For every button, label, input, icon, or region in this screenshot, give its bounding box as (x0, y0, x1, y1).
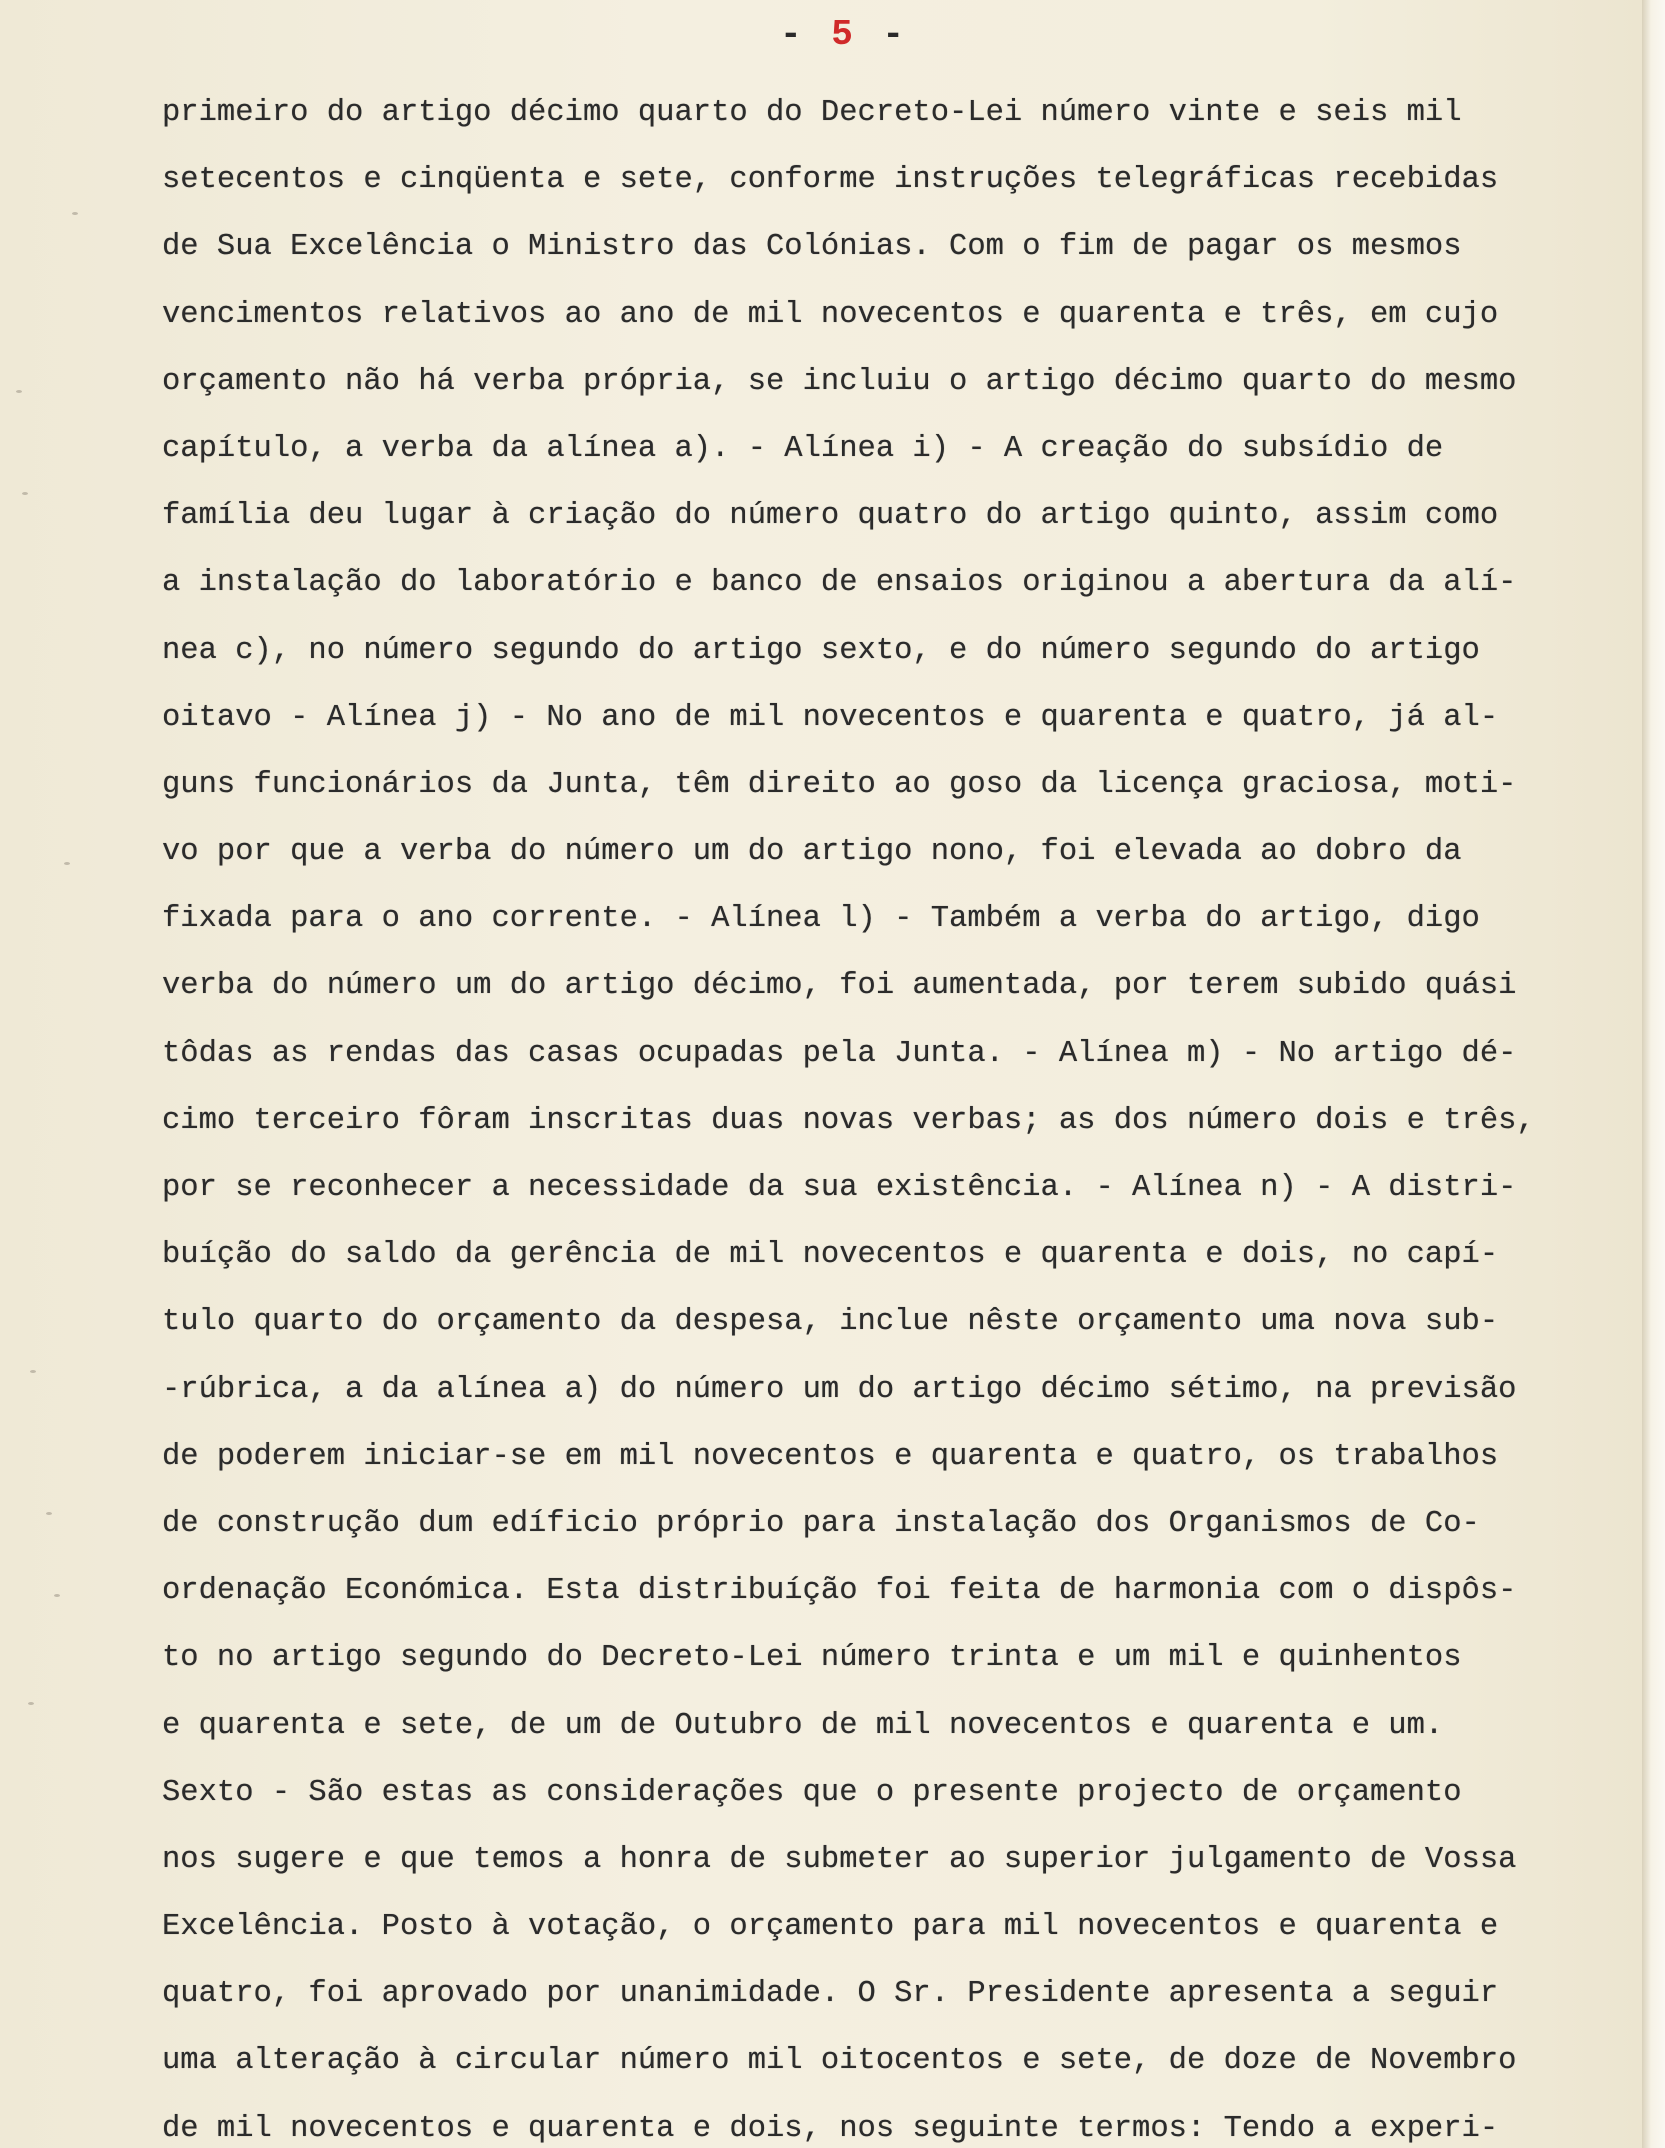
text-line: buíção do saldo da gerência de mil novecentos e quarenta e dois, no capí- (162, 1238, 1499, 1273)
paper-speck (54, 1594, 60, 1597)
text-line: família deu lugar à criação do número quatro do artigo quinto, assim como (162, 499, 1499, 534)
text-line: to no artigo segundo do Decreto-Lei número trinta e um mil e quinhentos (162, 1641, 1462, 1676)
text-line: uma alteração à circular número mil oitocentos e sete, de doze de Novembro (162, 2044, 1517, 2079)
text-line: de Sua Excelência o Ministro das Colónias. Com o fim de pagar os mesmos (162, 230, 1462, 265)
text-line: vencimentos relativos ao ano de mil novecentos e quarenta e três, em cujo (162, 297, 1499, 332)
text-line: nea c), no número segundo do artigo sexto, e do número segundo do artigo (162, 633, 1480, 668)
text-line: a instalação do laboratório e banco de ensaios originou a abertura da alí- (162, 566, 1517, 601)
page-number-digit: 5 (831, 14, 857, 55)
paper-speck (28, 1702, 34, 1705)
text-line: capítulo, a verba da alínea a). - Alínea i) - A creação do subsídio de (162, 431, 1444, 466)
text-line: oitavo - Alínea j) - No ano de mil novecentos e quarenta e quatro, já al- (162, 700, 1499, 735)
text-line: verba do número um do artigo décimo, foi aumentada, por terem subido quási (162, 969, 1517, 1004)
text-line: de mil novecentos e quarenta e dois, nos seguinte termos: Tendo a experi- (162, 2111, 1499, 2146)
text-line: setecentos e cinqüenta e sete, conforme instruções telegráficas recebidas (162, 163, 1499, 198)
paper-speck (16, 390, 22, 393)
text-line: de poderem iniciar-se em mil novecentos e quarenta e quatro, os trabalhos (162, 1439, 1499, 1474)
paper-speck (72, 212, 78, 215)
text-line: tulo quarto do orçamento da despesa, inclue nêste orçamento uma nova sub- (162, 1305, 1499, 1340)
text-line: cimo terceiro fôram inscritas duas novas verbas; as dos número dois e três, (162, 1103, 1535, 1138)
text-line: Sexto - São estas as considerações que o presente projecto de orçamento (162, 1775, 1462, 1810)
text-line: por se reconhecer a necessidade da sua existência. - Alínea n) - A distri- (162, 1171, 1517, 1205)
typed-body-text (162, 80, 1642, 2148)
paper-speck (46, 1512, 52, 1515)
text-line: quatro, foi aprovado por unanimidade. O Sr. Presidente apresenta a seguir (162, 1977, 1499, 2012)
paper-edge (1642, 0, 1665, 2148)
text-line: orçamento não há verba própria, se incluiu o artigo décimo quarto do mesmo (162, 364, 1517, 399)
text-line: e quarenta e sete, de um de Outubro de mil novecentos e quarenta e um. (162, 1708, 1444, 1743)
paper-speck (64, 862, 70, 865)
text-line: -rúbrica, a da alínea a) do número um do artigo décimo sétimo, na previsão (162, 1372, 1517, 1407)
text-line: de construção dum edíficio próprio para instalação dos Organismos de Co- (162, 1506, 1480, 1541)
page-number-prefix: - (780, 14, 832, 55)
text-line: ordenação Económica. Esta distribuíção foi feita de harmonia com o dispôs- (162, 1574, 1517, 1609)
text-line: Excelência. Posto à votação, o orçamento para mil novecentos e quarenta e (162, 1910, 1499, 1945)
text-line: primeiro do artigo décimo quarto do Decreto-Lei número vinte e seis mil (162, 96, 1462, 130)
text-line: tôdas as rendas das casas ocupadas pela Junta. - Alínea m) - No artigo dé- (162, 1036, 1517, 1071)
text-line: guns funcionários da Junta, têm direito ao goso da licença graciosa, moti- (162, 767, 1517, 802)
paper-speck (30, 1370, 36, 1373)
text-line: fixada para o ano corrente. - Alínea l) - Também a verba do artigo, digo (162, 902, 1480, 937)
paper-speck (22, 492, 28, 495)
text-line: nos sugere e que temos a honra de submeter ao superior julgamento de Vossa (162, 1842, 1517, 1877)
page-number-suffix: - (856, 14, 909, 55)
page-number (780, 14, 908, 55)
text-line: vo por que a verba do número um do artigo nono, foi elevada ao dobro da (162, 835, 1462, 870)
